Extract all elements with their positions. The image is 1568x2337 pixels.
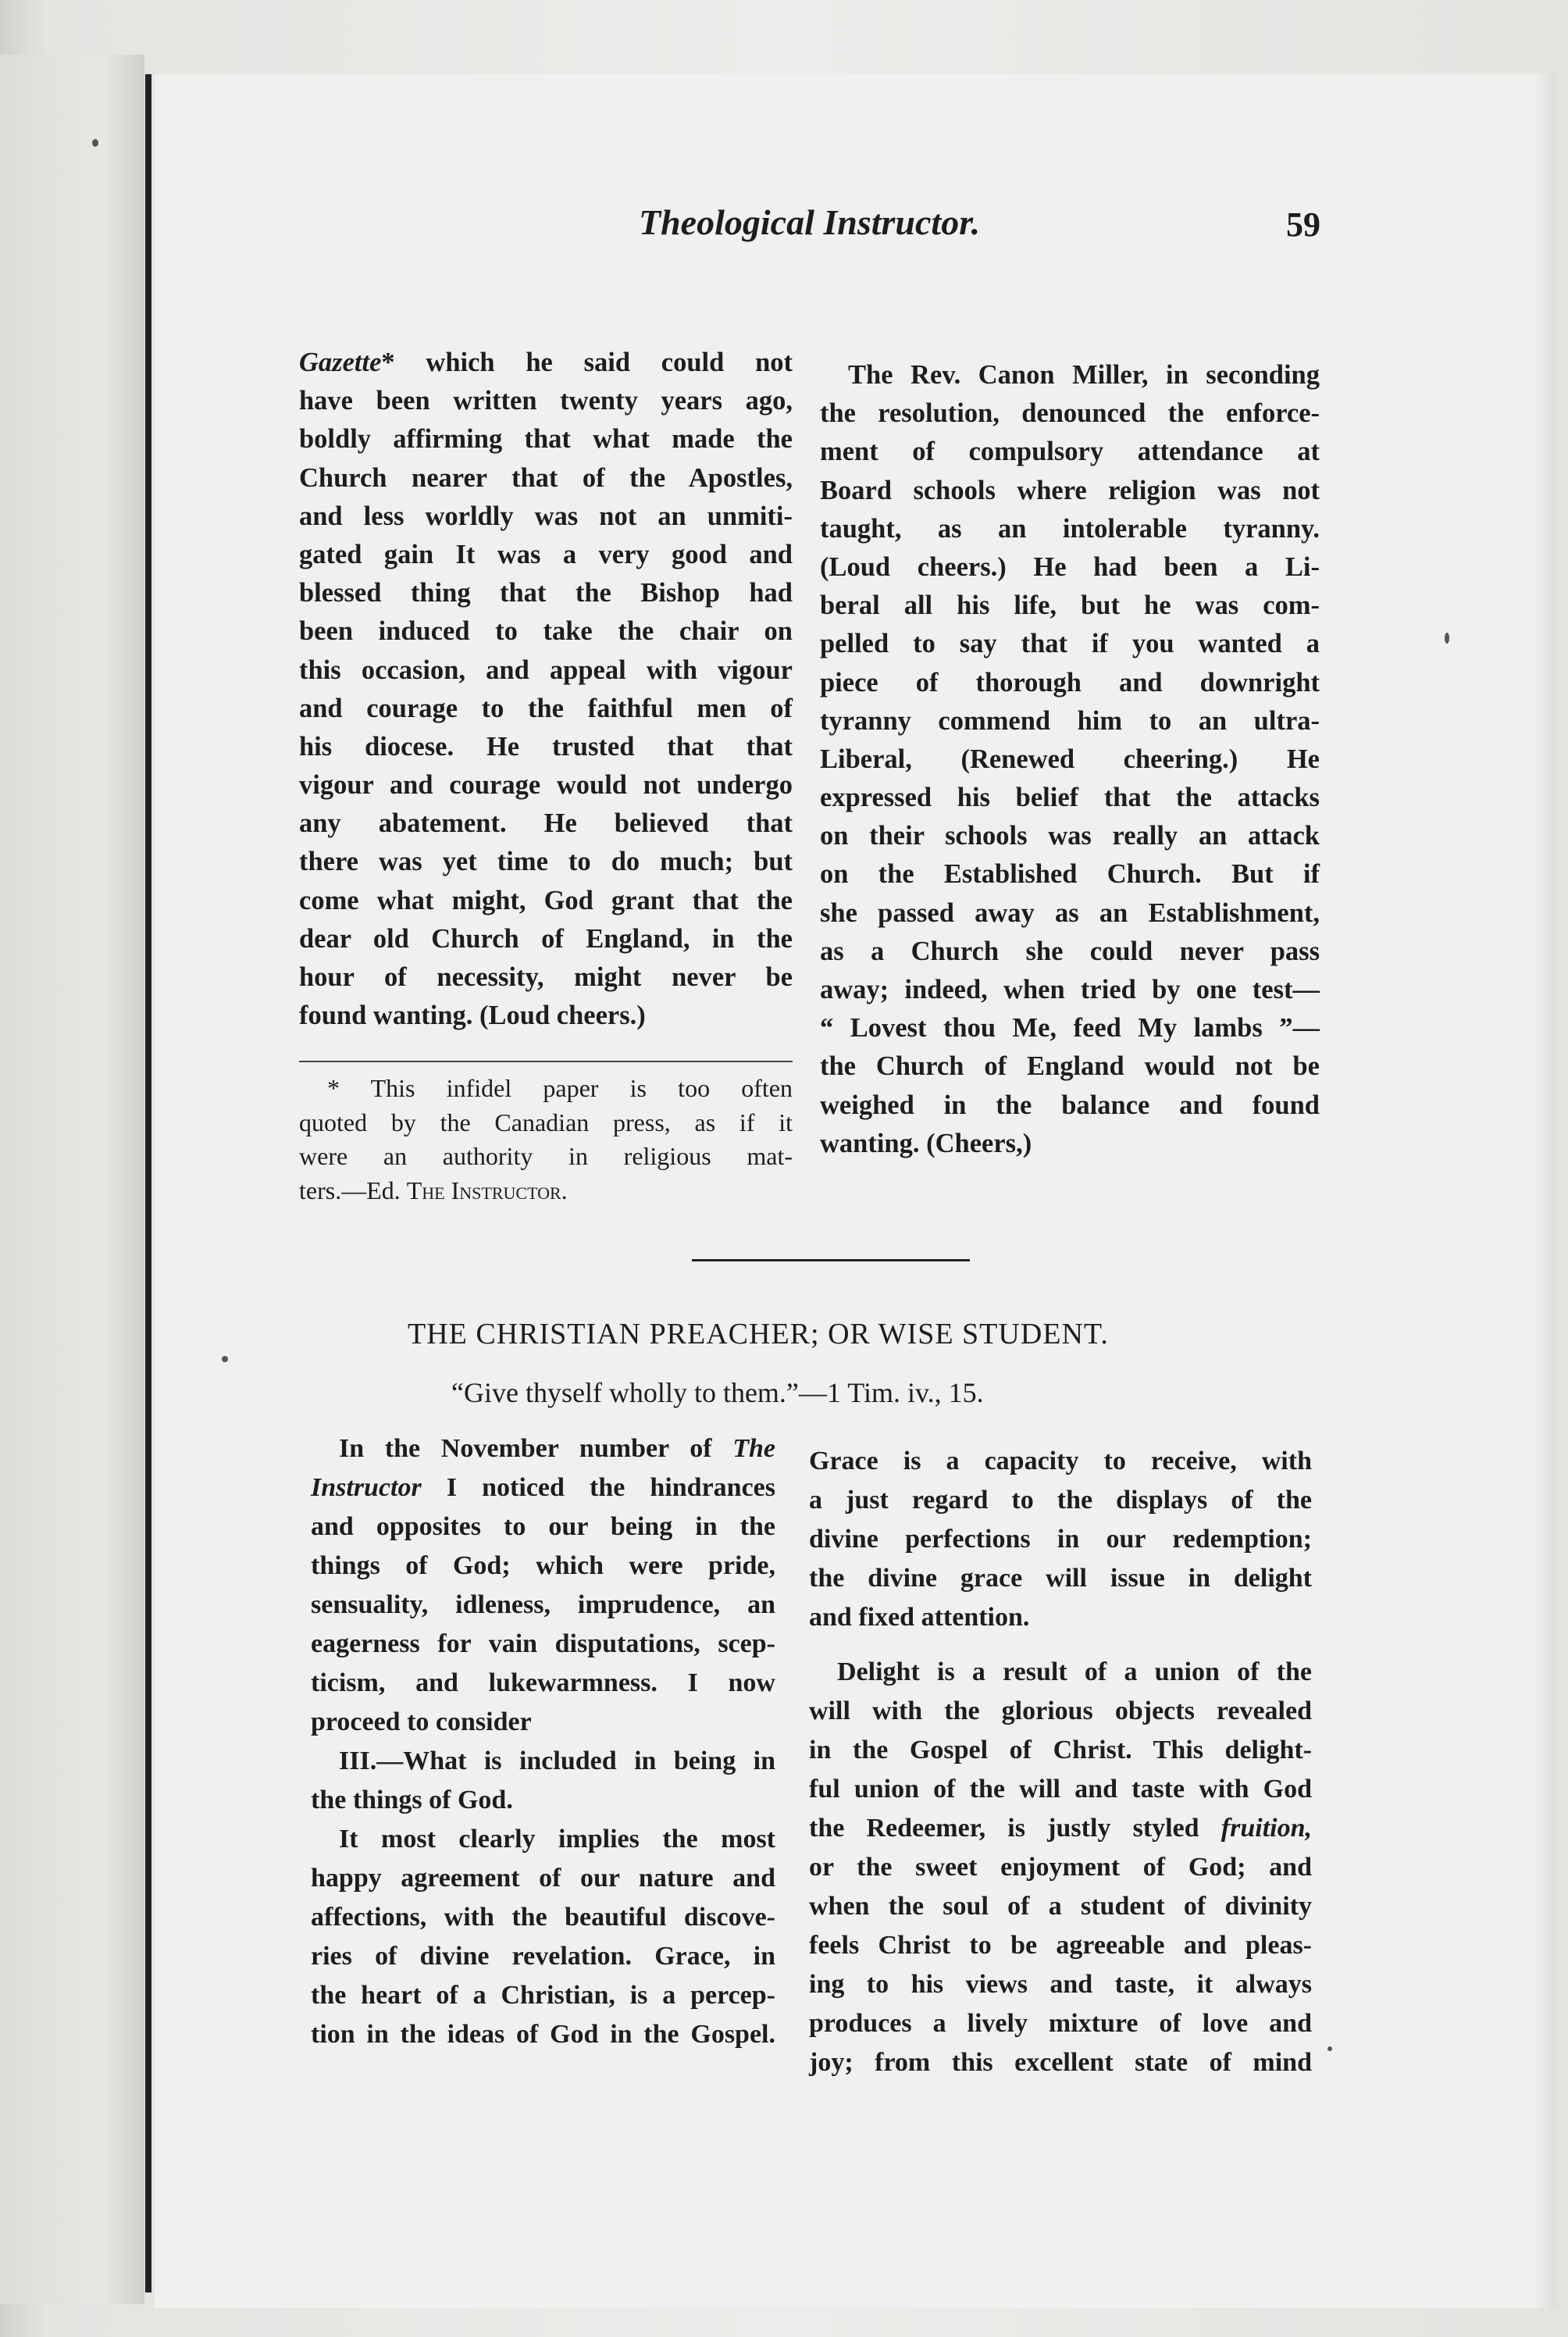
text-line: the divine grace will issue in delight xyxy=(809,1564,1312,1593)
text-line: Board schools where religion was not xyxy=(820,475,1320,505)
text-line: the resolution, denounced the enforce- xyxy=(820,398,1320,429)
text-line: come what might, God grant that the xyxy=(299,885,793,915)
text-line: Church nearer that of the Apostles, xyxy=(299,462,793,493)
text-line: when the soul of a student of divinity xyxy=(809,1892,1312,1921)
scan-speck xyxy=(92,139,98,147)
text-line: she passed away as an Establishment, xyxy=(820,897,1320,928)
text-line: hour of necessity, might never be xyxy=(299,962,793,992)
footnote-attribution: ters.—Ed. xyxy=(299,1176,407,1204)
text-line: eagerness for vain disputations, scep- xyxy=(311,1629,775,1658)
text-line: produces a lively mixture of love and xyxy=(809,2009,1312,2038)
top-right-column xyxy=(820,356,1320,1163)
gazette-word: Gazette xyxy=(299,348,382,377)
text-line: Delight is a result of a union of the xyxy=(837,1657,1312,1686)
text-line: ries of divine revelation. Grace, in xyxy=(311,1942,775,1971)
italic-title: The xyxy=(732,1434,775,1463)
epigraph: “Give thyself wholly to them.”—1 Tim. iv., 15. xyxy=(451,1377,984,1408)
text-line: Liberal, (Renewed cheering.) He xyxy=(820,744,1320,774)
text-line: and opposites to our being in the xyxy=(311,1512,775,1541)
footnote-line xyxy=(299,1174,793,1208)
text-line: piece of thorough and downright xyxy=(820,667,1320,698)
footnote-line: * This infidel paper is too often xyxy=(327,1074,793,1102)
text-line: the things of God. xyxy=(311,1786,513,1814)
text-line: been induced to take the chair on xyxy=(299,616,793,647)
text-line: in the Gospel of Christ. This delight- xyxy=(809,1736,1312,1764)
text-line: happy agreement of our nature and xyxy=(311,1864,775,1893)
footnote-rule xyxy=(299,1061,793,1062)
text-line: ing to his views and taste, it always xyxy=(809,1970,1312,1999)
text-line: Grace is a capacity to receive, with xyxy=(809,1447,1312,1475)
text-line: gated gain It was a very good and xyxy=(299,539,793,569)
scan-speck xyxy=(1327,2046,1332,2051)
text-line: sensuality, idleness, imprudence, an xyxy=(311,1590,775,1619)
footnote-marker: * xyxy=(381,348,395,377)
text-line: ticism, and lukewarmness. I now xyxy=(311,1668,775,1697)
footnote-line: were an authority in religious mat- xyxy=(299,1142,793,1170)
text-line: taught, as an intolerable tyranny. xyxy=(820,513,1320,544)
running-title: Theological Instructor. xyxy=(639,202,981,242)
bottom-right-column xyxy=(809,1442,1312,2082)
text-line: or the sweet enjoyment of God; and xyxy=(809,1853,1312,1882)
text-line: a just regard to the displays of the xyxy=(809,1486,1312,1515)
footnote-line: quoted by the Canadian press, as if it xyxy=(299,1108,793,1136)
text-line: joy; from this excellent state of mind xyxy=(809,2048,1312,2077)
italic-title: Instructor xyxy=(311,1473,422,1502)
top-left-column xyxy=(299,344,793,1035)
text-line: will with the glorious objects revealed xyxy=(809,1697,1312,1725)
text-line: blessed thing that the Bishop had xyxy=(299,578,793,608)
text-line: on the Established Church. But if xyxy=(820,859,1320,890)
text-line: expressed his belief that the attacks xyxy=(820,783,1320,813)
text-line: the Church of England would not be xyxy=(820,1051,1320,1082)
text-line: ful union of the will and taste with God xyxy=(809,1775,1312,1804)
text-line: away; indeed, when tried by one test— xyxy=(820,975,1320,1004)
text-line: divine perfections in our redemption; xyxy=(809,1525,1312,1554)
text-line: there was yet time to do much; but xyxy=(299,847,793,877)
text-line: his diocese. He trusted that that xyxy=(299,731,793,762)
text-line: ment of compulsory attendance at xyxy=(820,437,1320,467)
facing-page-edge xyxy=(0,55,144,2304)
text-line: found wanting. (Loud cheers.) xyxy=(299,1001,646,1031)
text-line xyxy=(299,344,793,382)
running-head xyxy=(0,202,1568,248)
text-line: and less worldly was not an unmiti- xyxy=(299,501,793,531)
bottom-left-column xyxy=(311,1429,775,2054)
line-text: I noticed the hindrances xyxy=(421,1473,775,1502)
scan-speck xyxy=(1445,633,1449,644)
text-line: and fixed attention. xyxy=(809,1603,1030,1632)
footnote-publication: The Instructor. xyxy=(406,1176,568,1204)
text-line: have been written twenty years ago, xyxy=(299,386,793,416)
text-line: this occasion, and appeal with vigour xyxy=(299,655,793,685)
text-line: the heart of a Christian, is a percep- xyxy=(311,1981,775,2010)
text-line: on their schools was really an attack xyxy=(820,821,1320,851)
text-line xyxy=(311,1429,775,1468)
binding-gutter xyxy=(145,74,151,2292)
article-title: THE CHRISTIAN PREACHER; OR WISE STUDENT. xyxy=(408,1318,1109,1350)
text-line: vigour and courage would not undergo xyxy=(299,770,793,801)
text-line: It most clearly implies the most xyxy=(339,1825,775,1854)
text-line xyxy=(311,1468,775,1507)
text-line: pelled to say that if you wanted a xyxy=(820,629,1320,659)
text-line: (Loud cheers.) He had been a Li- xyxy=(820,551,1320,582)
text-line: III.—What is included in being in xyxy=(339,1747,775,1775)
text-line: any abatement. He believed that xyxy=(299,808,793,839)
section-divider xyxy=(692,1259,970,1261)
text-line: proceed to consider xyxy=(311,1707,532,1736)
text-line: boldly affirming that what made the xyxy=(299,424,793,455)
text-line: tyranny commend him to an ultra- xyxy=(820,705,1320,736)
text-line: “ Lovest thou Me, feed My lambs ”— xyxy=(820,1013,1320,1044)
footnote xyxy=(299,1072,793,1208)
page-number: 59 xyxy=(1286,205,1320,244)
text-line: things of God; which were pride, xyxy=(311,1551,775,1580)
line-text: the Redeemer, is justly styled xyxy=(809,1814,1221,1843)
page-edge-shadow xyxy=(1533,74,1556,2308)
text-line: wanting. (Cheers,) xyxy=(820,1128,1032,1158)
line-text: In the November number of xyxy=(339,1434,733,1463)
text-line xyxy=(809,1809,1312,1848)
italic-word: fruition, xyxy=(1221,1814,1312,1843)
text-line: The Rev. Canon Miller, in seconding xyxy=(848,360,1320,390)
text-line: feels Christ to be agreeable and pleas- xyxy=(809,1931,1312,1960)
paragraph-gap xyxy=(809,1637,1312,1653)
text-line: as a Church she could never pass xyxy=(820,936,1320,966)
text-line: weighed in the balance and found xyxy=(820,1090,1320,1120)
scan-speck xyxy=(222,1356,228,1362)
text-line: affections, with the beautiful discove- xyxy=(311,1903,775,1932)
text-line: tion in the ideas of God in the Gospel. xyxy=(311,2020,775,2049)
text-line: dear old Church of England, in the xyxy=(299,923,793,954)
text-line: and courage to the faithful men of xyxy=(299,693,793,723)
line-text: which he said could not xyxy=(426,348,793,377)
text-line: beral all his life, but he was com- xyxy=(820,590,1320,621)
